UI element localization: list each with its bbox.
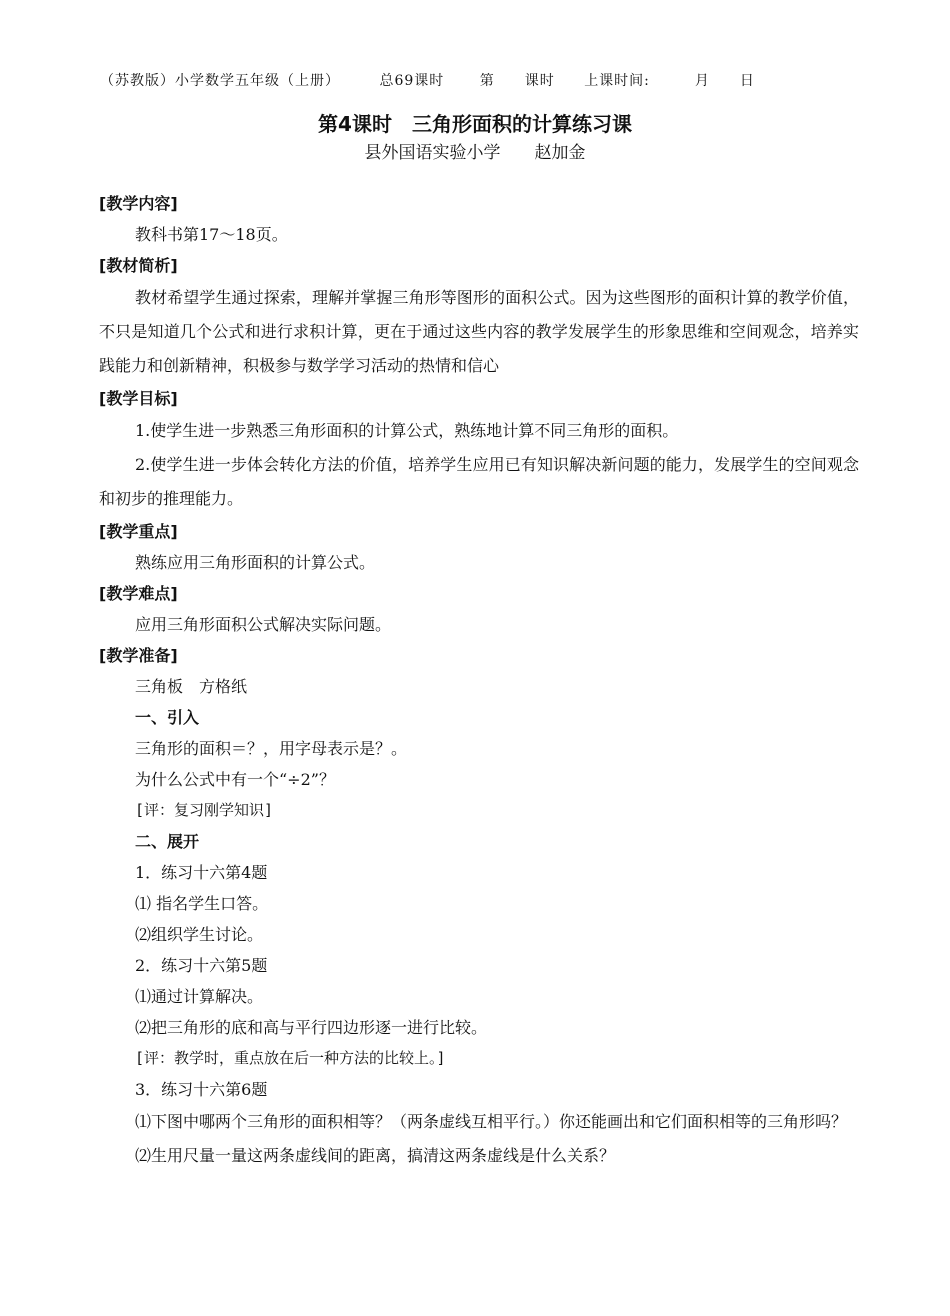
goal-item-2: 2.使学生进一步体会转化方法的价值，培养学生应用已有知识解决新问题的能力，发展学生的空间观念和初步的推理能力。 — [99, 455, 859, 508]
comment-1: [评：复习刚学知识] — [135, 801, 274, 819]
exercise-1a: ⑴ 指名学生口答。 — [135, 894, 269, 913]
goal-item-1: 1.使学生进一步熟悉三角形面积的计算公式，熟练地计算不同三角形的面积。 — [135, 421, 679, 440]
intro-question-2: 为什么公式中有一个“÷2”？ — [135, 770, 335, 789]
exercise-2a: ⑴通过计算解决。 — [135, 987, 264, 1006]
key-point-text: 熟练应用三角形面积的计算公式。 — [135, 553, 376, 572]
header-total-lessons: 总69课时 — [379, 73, 445, 89]
section-heading-key-point: [教学重点] — [99, 522, 178, 541]
exercise-3: 3．练习十六第6题 — [135, 1080, 268, 1099]
step-heading-intro: 一、引入 — [135, 708, 200, 727]
document-body — [99, 188, 859, 1173]
lesson-title: 第4课时 三角形面积的计算练习课 — [318, 112, 632, 136]
content-text: 教科书第17～18页。 — [135, 225, 288, 244]
section-heading-analysis: [教材简析] — [99, 256, 178, 275]
section-heading-preparation: [教学准备] — [99, 646, 178, 665]
section-heading-content: [教学内容] — [99, 194, 178, 213]
preparation-text: 三角板 方格纸 — [135, 677, 248, 696]
author-line: 县外国语实验小学 赵加金 — [364, 143, 586, 163]
exercise-1b: ⑵组织学生讨论。 — [135, 925, 264, 944]
difficulty-text: 应用三角形面积公式解决实际问题。 — [135, 615, 392, 634]
analysis-paragraph: 教材希望学生通过探索，理解并掌握三角形等图形的面积公式。因为这些图形的面积计算的教学价值，不只是知道几个公式和进行求积计算，更在于通过这些内容的教学发展学生的形象思维和空间观念，培养实践能力和创新精神，积极参与数学学习活动的热情和信心 — [99, 288, 859, 375]
section-heading-difficulty: [教学难点] — [99, 584, 178, 603]
intro-question-1: 三角形的面积＝？，用字母表示是？。 — [135, 739, 408, 758]
exercise-3b: ⑵生用尺量一量这两条虚线间的距离，搞清这两条虚线是什么关系？ — [135, 1146, 616, 1165]
comment-2: [评：教学时，重点放在后一种方法的比较上。] — [135, 1049, 446, 1067]
header-class-time: 上课时间: 月 日 — [584, 73, 755, 89]
exercise-1: 1．练习十六第4题 — [135, 863, 268, 882]
exercise-2b: ⑵把三角形的底和高与平行四边形逐一进行比较。 — [135, 1018, 488, 1037]
section-heading-goals: [教学目标] — [99, 389, 178, 408]
header-series: （苏教版）小学数学五年级（上册） — [100, 73, 340, 89]
exercise-3a: ⑴下图中哪两个三角形的面积相等？（两条虚线互相平行。）你还能画出和它们面积相等的三角形吗？ — [135, 1112, 848, 1131]
header-lesson-number: 第 课时 — [479, 73, 555, 89]
exercise-2: 2．练习十六第5题 — [135, 956, 268, 975]
step-heading-expand: 二、展开 — [135, 832, 200, 851]
page-header — [100, 70, 755, 90]
